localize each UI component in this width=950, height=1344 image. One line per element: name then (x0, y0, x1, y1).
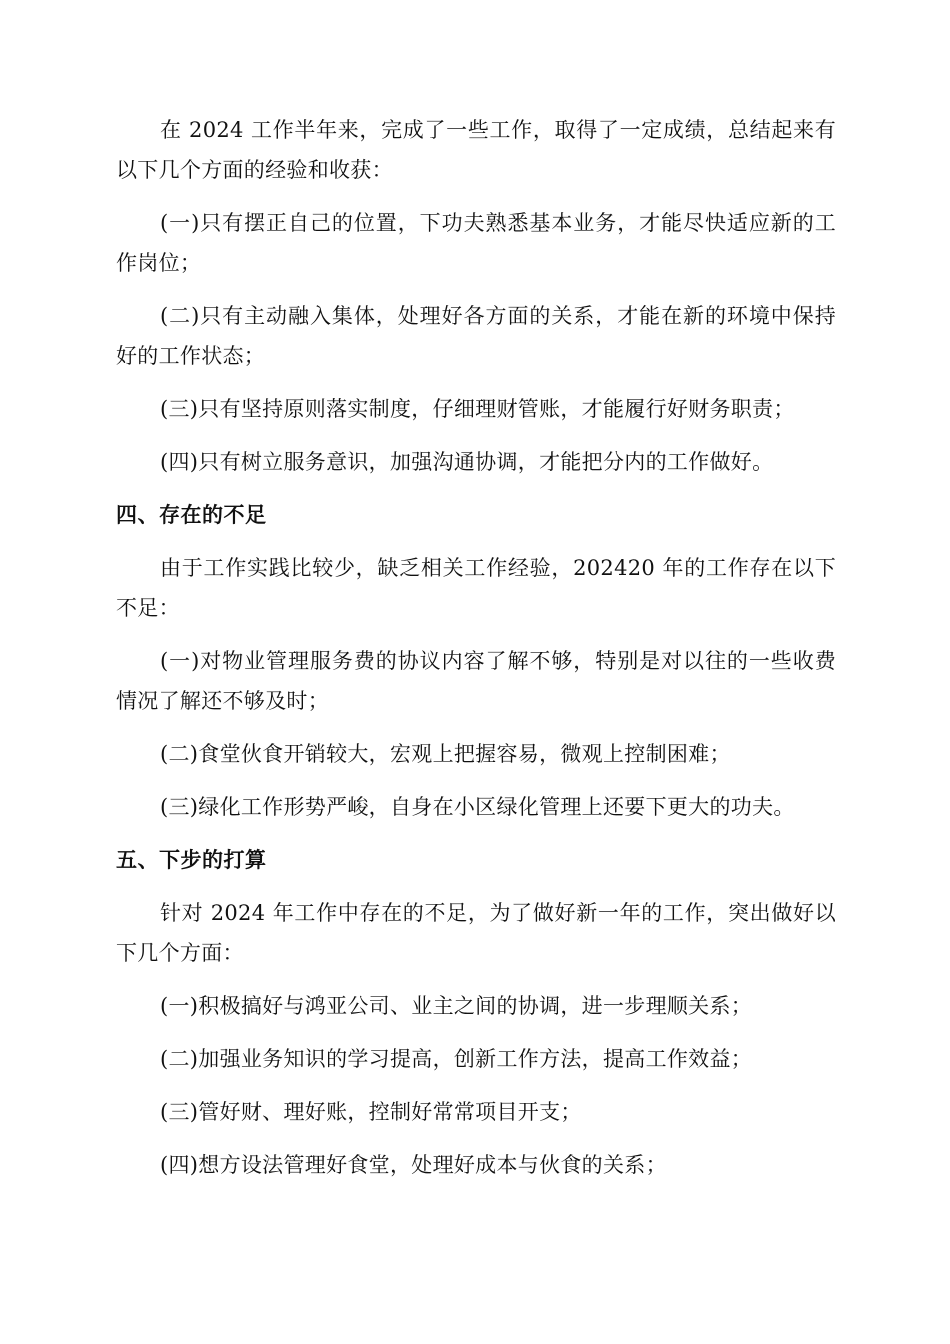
intro-item-2: (二)只有主动融入集体，处理好各方面的关系，才能在新的环境中保持好的工作状态； (116, 304, 836, 368)
shortcomings-paragraph: 由于工作实践比较少，缺乏相关工作经验，202420 年的工作存在以下不足： (116, 556, 836, 620)
plans-item-3: (三)管好财、理好账，控制好常常项目开支； (160, 1100, 582, 1124)
shortcomings-item-2: (二)食堂伙食开销较大，宏观上把握容易，微观上控制困难； (160, 742, 731, 766)
intro-item-3: (三)只有坚持原则落实制度，仔细理财管账，才能履行好财务职责； (160, 397, 795, 421)
document-body (116, 110, 836, 1198)
section-heading-shortcomings: 四、存在的不足 (116, 503, 267, 527)
shortcomings-item-3: (三)绿化工作形势严峻，自身在小区绿化管理上还要下更大的功夫。 (160, 795, 795, 819)
plans-paragraph: 针对 2024 年工作中存在的不足，为了做好新一年的工作，突出做好以下几个方面： (116, 901, 836, 965)
plans-item-4: (四)想方设法管理好食堂，处理好成本与伙食的关系； (160, 1153, 667, 1177)
shortcomings-item-1: (一)对物业管理服务费的协议内容了解不够，特别是对以往的一些收费情况了解还不够及时； (116, 649, 836, 713)
section-heading-next-plans: 五、下步的打算 (116, 848, 267, 872)
intro-paragraph: 在 2024 工作半年来，完成了一些工作，取得了一定成绩，总结起来有以下几个方面的经验和收获： (116, 118, 836, 182)
plans-item-2: (二)加强业务知识的学习提高，创新工作方法，提高工作效益； (160, 1047, 753, 1071)
intro-item-1: (一)只有摆正自己的位置，下功夫熟悉基本业务，才能尽快适应新的工作岗位； (116, 211, 836, 275)
intro-item-4: (四)只有树立服务意识，加强沟通协调，才能把分内的工作做好。 (160, 450, 774, 474)
plans-item-1: (一)积极搞好与鸿亚公司、业主之间的协调，进一步理顺关系； (160, 994, 753, 1018)
